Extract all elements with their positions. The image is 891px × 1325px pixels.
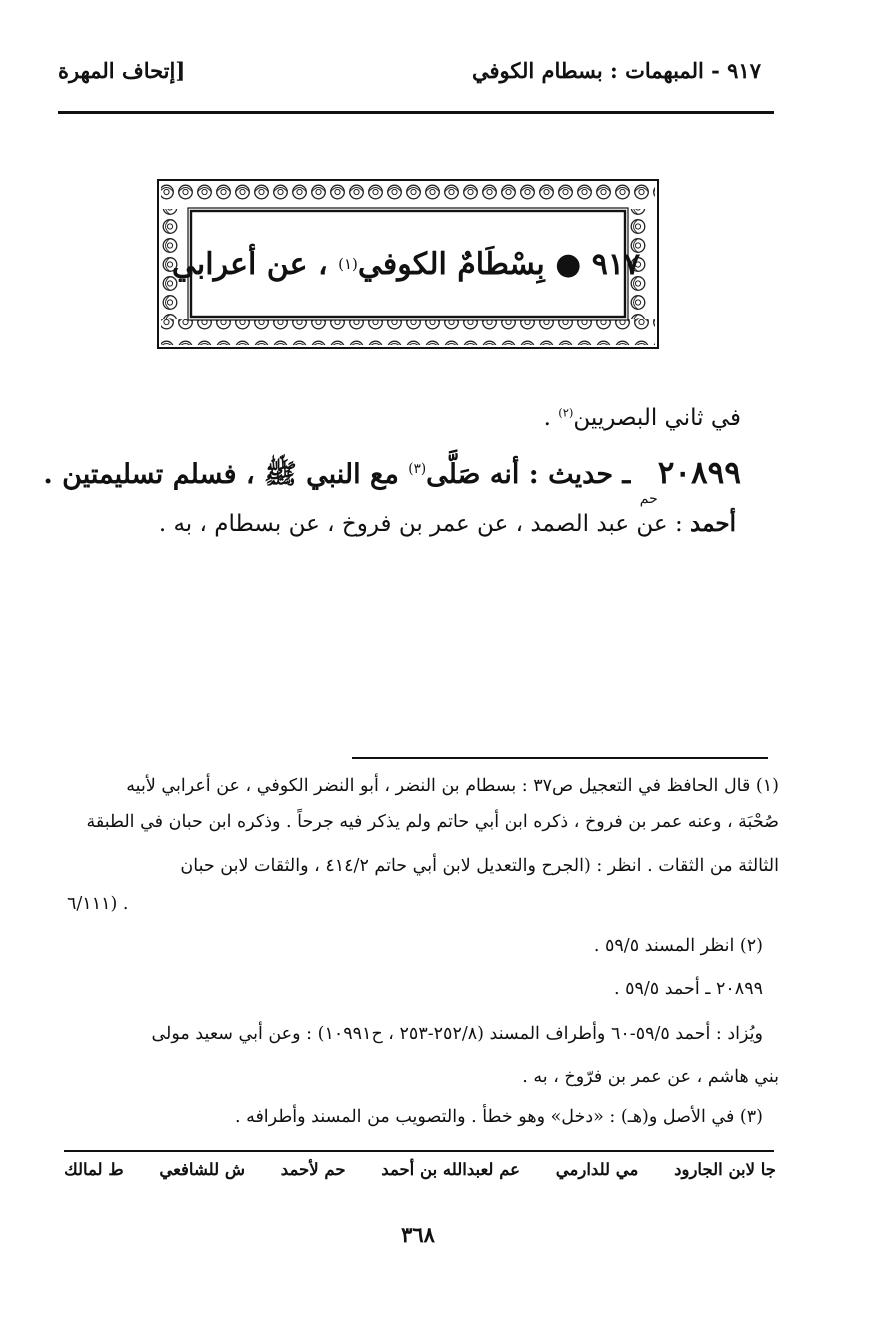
footnote-ref-3: (٣) [408, 461, 427, 477]
abbr-item: حم لأحمد [280, 1160, 346, 1179]
header-rule [58, 111, 774, 114]
footnote-additions-line-2: بني هاشم ، عن عمر بن فرّوخ ، به . [522, 1067, 779, 1087]
footnote-hadith-ref: ٢٠٨٩٩ ـ أحمد ٥٩/٥ . [613, 979, 763, 999]
hadith-line [43, 455, 741, 507]
abbreviation-key [64, 1160, 776, 1179]
bullet-icon: ● [544, 246, 592, 282]
chapter-number: ٩١٧ [591, 246, 641, 282]
footnote-ref-1: (١) [338, 255, 358, 273]
chapter-title [171, 208, 641, 320]
chapter-title-rest-text: ، عن أعرابي [171, 246, 328, 282]
footnote-1-line-1: (١) قال الحافظ في التعجيل ص٣٧ : بسطام بن النضر ، أبو النضر الكوفي ، عن أعرابي لأبيه [126, 776, 779, 796]
hadith-text: ـ حديث : أنه صَلَّى [426, 459, 640, 490]
footnote-1-line-4: ٦/١١١) . [67, 894, 129, 914]
chapter-title-rest [328, 247, 338, 282]
abbr-item: مي للدارمي [555, 1160, 639, 1179]
hadith-text-2: مع النبي ﷺ ، فسلم تسليمتين . [43, 459, 409, 490]
hadith-number: ٢٠٨٩٩ [657, 455, 741, 491]
footnote-rule [352, 757, 768, 759]
page-number: ٣٦٨ [401, 1222, 435, 1247]
footnote-ref-2: (٢) [558, 405, 574, 420]
footnote-3: (٣) في الأصل و(هـ) : «دخل» وهو خطأ . والتصويب من المسند وأطرافه . [234, 1107, 763, 1127]
footnote-additions-line-1: ويُزاد : أحمد ٥٩/٥-٦٠ وأطراف المسند (٢٥٢/٨-٢٥٣ ، ح١٠٩٩١) : وعن أبي سعيد مولى [151, 1024, 763, 1044]
abbr-item: جا لابن الجارود [674, 1160, 776, 1179]
footnote-2: (٢) انظر المسند ٥٩/٥ . [593, 936, 763, 956]
source-line [544, 405, 741, 431]
source-text: في ثاني البصريين [573, 405, 741, 431]
isnad-line [159, 510, 736, 537]
isnad-source: أحمد [690, 510, 736, 537]
abbr-item: ش للشافعي [159, 1160, 246, 1179]
isnad-text: : عن عبد الصمد ، عن عمر بن فروخ ، عن بسطام ، به . [158, 511, 691, 537]
footnote-1-line-3: الثالثة من الثقات . انظر : (الجرح والتعديل لابن أبي حاتم ٤١٤/٢ ، والثقات لابن حبان [180, 856, 779, 876]
running-header-right: ٩١٧ - المبهمات : بسطام الكوفي [472, 58, 761, 83]
abbreviation-rule [64, 1150, 774, 1152]
source-symbol: حم [639, 491, 658, 507]
running-header-left: [إتحاف المهرة [58, 58, 186, 83]
footnote-1-line-2: صُحْبَة ، وعنه عمر بن فروخ ، ذكره ابن أبي حاتم ولم يذكر فيه جرحاً . وذكره ابن حبان في الطبقة [86, 812, 779, 832]
abbr-item: ط لمالك [64, 1160, 124, 1179]
narrator-name: بِسْطَامٌ الكوفي [357, 246, 545, 282]
source-end: . [543, 405, 559, 431]
abbr-item: عم لعبدالله بن أحمد [381, 1160, 521, 1179]
